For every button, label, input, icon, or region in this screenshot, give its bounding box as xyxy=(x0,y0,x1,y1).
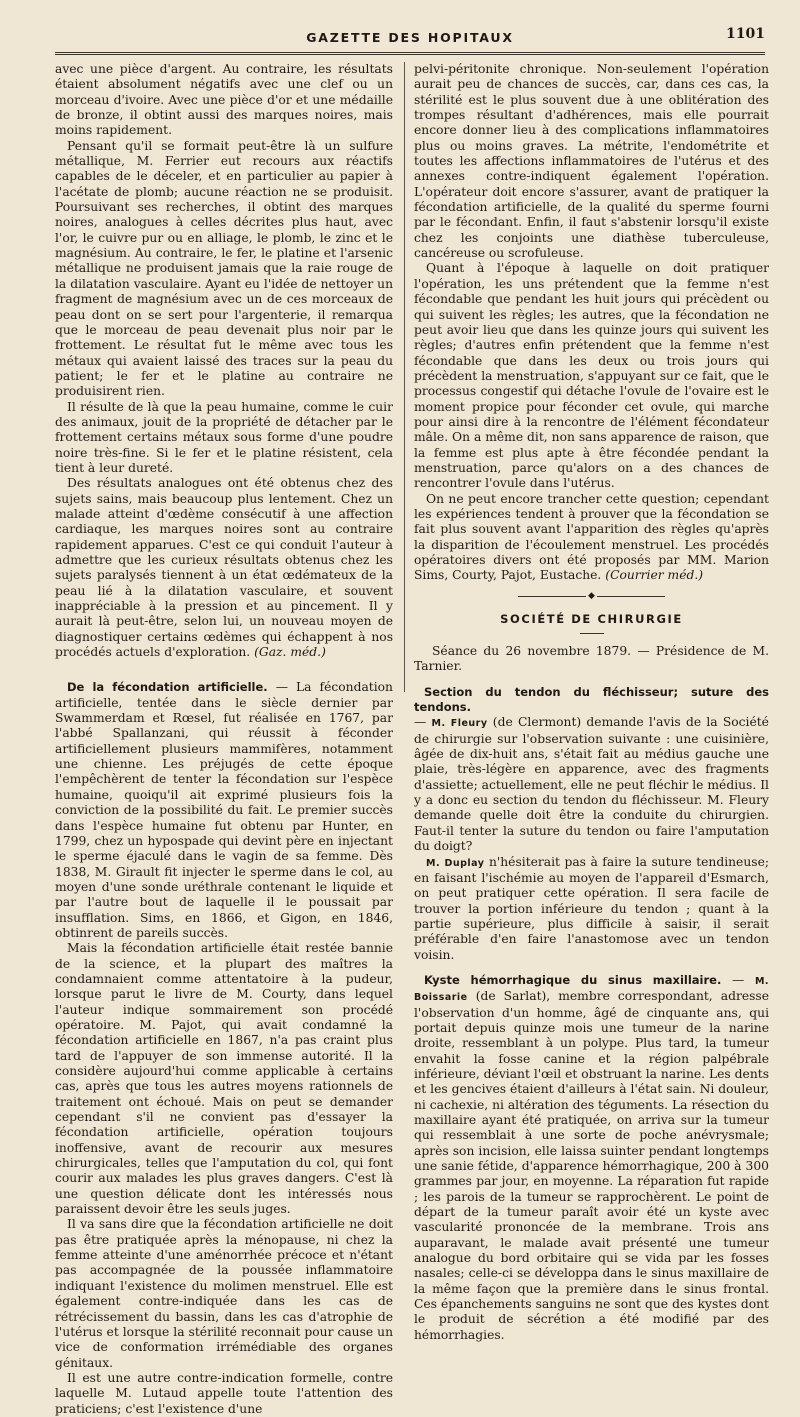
journal-title: GAZETTE DES HOPITAUX xyxy=(306,30,514,45)
short-rule xyxy=(580,633,604,634)
column-divider xyxy=(404,62,405,692)
subsection-title xyxy=(414,685,769,716)
paragraph-text: Des résultats analogues ont été obtenus chez des sujets sains, mais beaucoup plus lentement. Chez un malade atteint d'œdème consécutif à une affection cardiaque, les marques noires sont au contraire rapidement apparues. C'est ce qui conduit l'auteur à admettre que les curieux résultats obtenus chez les sujets paralysés tiennent à un état œdémateux de la peau lié à la dilatation vasculaire, et souvent inappréciable à la pression et au pincement. Il y aurait là peut-être, selon lui, un nouveau moyen de diagnostiquer certains œdèmes qui échappent à nos procédés actuels d'exploration. xyxy=(55,476,393,660)
paragraph xyxy=(55,476,393,660)
session-line: Séance du 26 novembre 1879. — Présidence de M. Tarnier. xyxy=(414,644,769,674)
paragraph-text: — La fécondation artificielle, tentée dans le siècle dernier par Swammerdam et Rœsel, fut réalisée en 1767, par l'abbé Spallanzani, qui réussit à féconder artificiellement plusieurs mammifères, notamment une chienne. Les préjugés de cette époque l'empêchèrent de tenter la fécondation sur l'espèce humaine, quoiqu'il ait exprimé plusieurs fois la conviction de la possibilité du fait. Le premier succès dans l'espèce humaine fut obtenu par Hunter, en 1799, chez un hypospade qui devint père en injectant le sperme éjaculé dans le vagin de sa femme. Dès 1838, M. Girault fit injecter le sperme dans le col, au moyen d'une sonde uréthrale contenant le liquide et par l'autre bout de laquelle il le poussait par insufflation. Sims, en 1866, et Gigon, en 1846, obtinrent de pareils succès. xyxy=(55,680,393,940)
left-column xyxy=(55,62,393,1417)
paragraph: Kyste hémorrhagique du sinus maxillaire. — M. Boissarie (de Sarlat), membre correspondant, adresse l'observation d'un homme, âgé de cinquante ans, qui portait depuis quinze mois une tumeur de la narine droite, ressemblant à un polype. Plus tard, la tumeur envahit la fosse canine et la région palpébrale inférieure, déviant l'œil et obstruant la narine. Les dents et les gencives étaient d'ailleurs à l'état sain. Ni douleur, ni cachexie, ni altération des téguments. La résection du maxillaire ayant été pratiquée, on arriva sur la tumeur qui ressemblait à une sorte de poche anévrysmale; après son incision, elle laissa suinter pendant longtemps une sanie fétide, d'apparence hémorrhagique, 200 à 300 grammes par jour, en moyenne. La réparation fut rapide ; les parois de la tumeur se rapprochèrent. Le point de départ de la tumeur paraît avoir été un kyste avec vascularité prononcée de la membrane. Trois ans auparavant, le malade avait présenté une tumeur analogue du bord orbitaire qui se vida par les fosses nasales; celle-ci se développa dans le sinus maxillaire de la même façon que la première dans le sinus frontal. Ces épanchements sanguins ne sont que des kystes dont le produit de sécrétion a été modifié par des hémorrhagies. xyxy=(414,972,769,1342)
article-title: De la fécondation artificielle. xyxy=(67,680,268,695)
paragraph: Il résulte de là que la peau humaine, comme le cuir des animaux, jouit de la propriété de détacher par le frottement certains métaux sous forme d'une poudre noire très-fine. Si le fer et le platine résistent, cela tient à leur dureté. xyxy=(55,399,393,475)
paragraph: avec une pièce d'argent. Au contraire, les résultats étaient absolument négatifs avec une clef ou un morceau d'ivoire. Avec une pièce d'or et une médaille de bronze, il obtint aussi des marques noires, mais moins rapidement. xyxy=(55,62,393,138)
speaker-name: M. Boissarie xyxy=(414,975,769,1004)
paragraph: Il est une autre contre-indication formelle, contre laquelle M. Lutaud appelle toute l'attention des praticiens; c'est l'existence d'une xyxy=(55,1370,393,1416)
paragraph: Il va sans dire que la fécondation artificielle ne doit pas être pratiquée après la ménopause, ni chez la femme atteinte d'une aménorrhée précoce et n'étant pas accompagnée de la poussée inflammatoire indiquant l'existence du molimen menstruel. Elle est également contre-indiquée dans les cas de rétrécissement du bassin, dans les cas d'atrophie de l'utérus et lorsque la stérilité reconnait pour cause un vice de conformation irrémédiable des organes génitaux. xyxy=(55,1217,393,1370)
paragraph-text: n'hésiterait pas à faire la suture tendineuse; en faisant l'ischémie au moyen de l'appareil d'Esmarch, on peut pratiquer cette opération. Il sera facile de trouver la portion inférieure du tendon ; quant à la partie supérieure, plus difficile à saisir, il serait préférable d'en faire l'anastomose avec un tendon voisin. xyxy=(414,854,769,962)
subsection-title-text: Kyste hémorrhagique du sinus maxillaire. xyxy=(424,972,722,987)
paragraph: — M. Fleury (de Clermont) demande l'avis de la Société de chirurgie sur l'observation suivante : une cuisinière, âgée de dix-huit ans, s'était fait au médius gauche une plaie, très-légère en apparence, avec des fragments d'assiette; actuellement, elle ne peut fléchir le médius. Il y a donc eu section du tendon du fléchisseur. M. Fleury demande quelle doit être la conduite du chirurgien. Faut-il tenter la suture du tendon ou faire l'amputation du doigt? xyxy=(414,715,769,854)
section-heading: SOCIÉTÉ DE CHIRURGIE xyxy=(500,611,683,626)
paragraph-text: On ne peut encore trancher cette question; cependant les expériences tendent à prouver que la fécondation se fait plus souvent avant l'apparition des règles qu'après la disparition de l'écoulement menstruel. Les procédés opératoires divers ont été proposés par MM. Marion Sims, Courty, Pajot, Eustache. xyxy=(414,491,769,583)
page-header xyxy=(55,26,765,55)
right-column xyxy=(414,62,769,1343)
paragraph: Pensant qu'il se formait peut-être là un sulfure métallique, M. Ferrier eut recours aux réactifs capables de le déceler, et en particulier au papier à l'acétate de plomb; aucune réaction ne se produisit. Poursuivant ses recherches, il obtint des marques noires, analogues à celles décrites plus haut, avec l'or, le cuivre pur ou en alliage, le plomb, le zinc et le magnésium. Au contraire, le fer, le platine et l'arsenic métallique ne produisent jamais que la raie rouge de la dilatation vasculaire. Ayant eu l'idée de nettoyer un fragment de magnésium avec un de ces morceaux de peau dont on se sert pour l'argenterie, il remarqua que le morceau de peau devenait plus noir par le frottement. Le résultat fut le même avec tous les métaux qui avaient laissé des traces sur la peau du patient; le fer et le platine au contraire ne produisirent rien. xyxy=(55,138,393,399)
page-number: 1101 xyxy=(726,26,765,42)
paragraph: pelvi-péritonite chronique. Non-seulement l'opération aurait peu de chances de succès, car, dans ces cas, la stérilité est le plus souvent due à une oblitération des trompes résultant d'adhérences, mais elle pourrait encore donner lieu à des complications inflammatoires plus ou moins graves. La métrite, l'endométrite et toutes les affections inflammatoires de l'utérus et des annexes contre-indiquent également l'opération. L'opérateur doit encore s'assurer, avant de pratiquer la fécondation artificielle, de la qualité du sperme fourni par le fécondant. Enfin, il faut s'abstenir lorsqu'il existe chez les conjoints une diathèse tuberculeuse, cancéreuse ou scrofuleuse. xyxy=(414,62,769,261)
ornamental-divider: ◆ xyxy=(414,590,769,604)
paragraph xyxy=(414,855,769,963)
paragraph xyxy=(414,492,769,584)
source-citation: (Courrier méd.) xyxy=(605,568,704,583)
subsection-title-text: Section du tendon du fléchisseur; suture des tendons. xyxy=(414,684,769,715)
paragraph-text: (de Clermont) demande l'avis de la Société de chirurgie sur l'observation suivante : une cuisinière, âgée de dix-huit ans, s'était fait au médius gauche une plaie, très-légère en apparence, avec des fragments d'assiette; actuellement, elle ne peut fléchir le médius. Il y a donc eu section du tendon du fléchisseur. M. Fleury demande quelle doit être la conduite du chirurgien. Faut-il tenter la suture du tendon ou faire l'amputation du doigt? xyxy=(414,715,769,854)
paragraph-text: (de Sarlat), membre correspondant, adresse l'observation d'un homme, âgé de cinquante ans, qui portait depuis quinze mois une tumeur de la narine droite, ressemblant à un polype. Plus tard, la tumeur envahit la fosse canine et la région palpébrale inférieure, déviant l'œil et obstruant la narine. Les dents et les gencives étaient d'ailleurs à l'état sain. Ni douleur, ni cachexie, ni altération des téguments. La résection du maxillaire ayant été pratiquée, on arriva sur la tumeur qui ressemblait à une sorte de poche anévrysmale; après son incision, elle laissa suinter pendant longtemps une sanie fétide, d'apparence hémorrhagique, 200 à 300 grammes par jour, en moyenne. La réparation fut rapide ; les parois de la tumeur se rapprochèrent. Le point de départ de la tumeur paraît avoir été un kyste avec vascularité prononcée de la membrane. Trois ans auparavant, le malade avait présenté une tumeur analogue du bord orbitaire qui se vida par les fosses nasales; celle-ci se développa dans le sinus maxillaire de la même façon que la première dans le sinus frontal. Ces épanchements sanguins ne sont que des kystes dont le produit de sécrétion a été modifié par des hémorrhagies. xyxy=(414,989,769,1342)
speaker-name: M. Fleury xyxy=(431,718,488,730)
speaker-name: M. Duplay xyxy=(426,857,485,869)
paragraph xyxy=(55,680,393,941)
source-citation: (Gaz. méd.) xyxy=(254,645,326,660)
paragraph: Quant à l'époque à laquelle on doit pratiquer l'opération, les uns prétendent que la femme n'est fécondable que pendant les huit jours qui précèdent ou qui suivent les règles; les autres, que la fécondation ne peut avoir lieu que dans les quinze jours qui suivent les règles; d'autres enfin prétendent que la femme n'est fécondable que dans les deux ou trois jours qui précèdent la menstruation, s'appuyant sur ce fait, que le processus congestif qui détache l'ovule de l'ovaire est le moment propice pour féconder cet ovule, qui marche pour ainsi dire à la rencontre de l'élément fécondateur mâle. On a même dit, non sans apparence de raison, que la femme est plus apte à être fécondée pendant la menstruation, parce qu'alors on a des chances de rencontrer l'ovule dans l'utérus. xyxy=(414,261,769,491)
paragraph: Mais la fécondation artificielle était restée bannie de la science, et la plupart des maîtres la condamnaient comme attentatoire à la pudeur, lorsque parut le livre de M. Courty, dans lequel l'auteur indique sommairement son procédé opératoire. M. Pajot, qui avait condamné la fécondation artificielle en 1867, n'a pas craint plus tard de l'appuyer de son immense autorité. Il la considère aujourd'hui comme applicable à certains cas, après que tous les autres moyens rationnels de traitement ont échoué. Mais on peut se demander cependant s'il ne convient pas d'essayer la fécondation artificielle, opération toujours inoffensive, avant de recourir aux mesures chirurgicales, telles que l'amputation du col, qui font courir aux malades les plus graves dangers. C'est là une question délicate dont les intéressés nous paraissent devoir être les seuls juges. xyxy=(55,941,393,1217)
